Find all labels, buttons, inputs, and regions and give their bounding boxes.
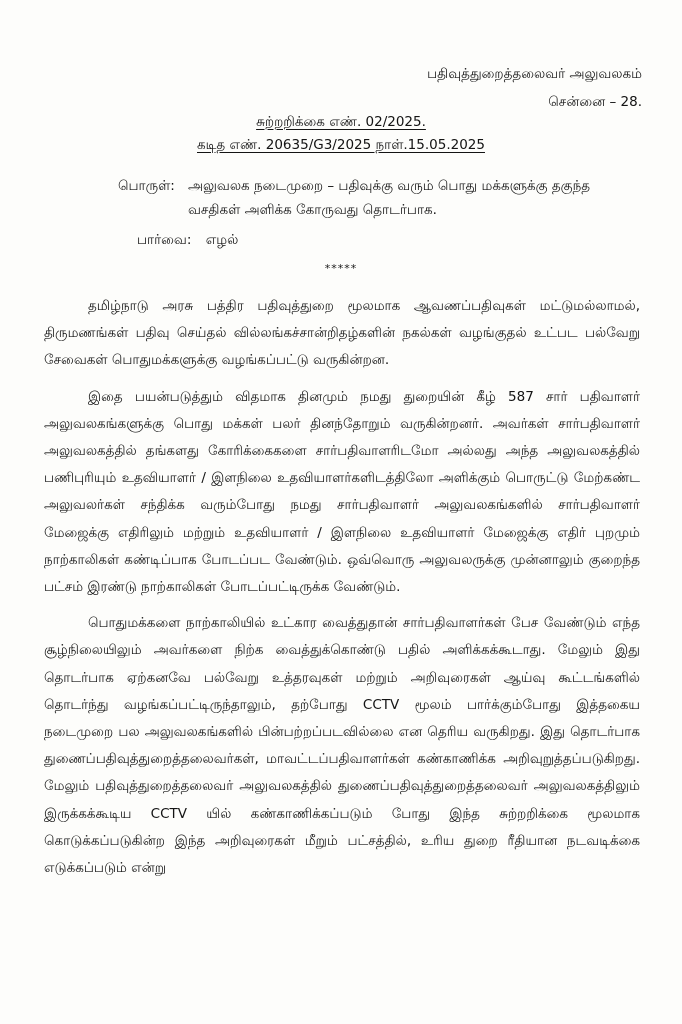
reference-label: பார்வை: bbox=[137, 232, 192, 248]
paragraph-1: தமிழ்நாடு அரசு பத்திர பதிவுத்துறை மூலமாக ஆவணப்பதிவுகள் மட்டுமல்லாமல், திருமணங்கள் பதிவு செய்தல் வில்லங்கச்சான்றிதழ்களின் நகல்கள் வழங்குதல் உட்பட பல்வேறு சேவைகள் பொதுமக்களுக்கு வழங்கப்பட்டு வருகின்றன. bbox=[44, 298, 640, 369]
office-header bbox=[427, 60, 642, 116]
subject-text: அலுவலக நடைமுறை – பதிவுக்கு வரும் பொது மக்களுக்கு தகுந்த வசதிகள் அளிக்க கோருவது தொடர்பாக. bbox=[188, 178, 591, 218]
reference-value: எழல் bbox=[205, 232, 239, 248]
circular-references bbox=[0, 111, 682, 157]
office-name: பதிவுத்துறைத்தலைவர் அலுவலகம் bbox=[427, 66, 642, 82]
subject-block bbox=[118, 174, 638, 222]
letter-number-date: கடித எண். 20635/G3/2025 நாள்.15.05.2025 bbox=[197, 137, 485, 153]
subject-label: பொருள்: bbox=[118, 178, 175, 194]
separator: ***** bbox=[324, 262, 358, 275]
office-city: சென்னை – 28. bbox=[548, 94, 642, 110]
reference-block bbox=[137, 228, 238, 252]
paragraph-2: இதை பயன்படுத்தும் விதமாக தினமும் நமது துறையின் கீழ் 587 சார் பதிவாளர் அலுவலகங்களுக்கு பொது மக்கள் பலர் தினந்தோறும் வருகின்றனர். அவர்கள் சார்பதிவாளர் அலுவலகத்தில் தங்களது கோரிக்கைகளை சார்பதிவாளரிடமோ அல்லது அந்த அலுவலகத்தில் பணிபுரியும் உதவியாளர் / இளநிலை உதவியாளர்களிடத்திலோ அளிக்கும் பொருட்டு மேற்கண்ட அலுவலர்கள் சந்திக்க வரும்போது நமது சார்பதிவாளர் அலுவலகங்களில் சார்பதிவாளர் மேஜைக்கு எதிரிலும் மற்றும் உதவியாளர் / இளநிலை உதவியாளர் மேஜைக்கு எதிர் புறமும் நாற்காலிகள் கண்டிப்பாக போடப்பட வேண்டும். ஒவ்வொரு அலுவலருக்கு முன்னாலும் குறைந்த பட்சம் இரண்டு நாற்காலிகள் போடப்பட்டிருக்க வேண்டும். bbox=[44, 388, 640, 596]
paragraph-3: பொதுமக்களை நாற்காலியில் உட்கார வைத்துதான் சார்பதிவாளர்கள் பேச வேண்டும் எந்த சூழ்நிலையிலும் அவர்களை நிற்க வைத்துக்கொண்டு பதில் அளிக்கக்கூடாது. மேலும் இது தொடர்பாக ஏற்கனவே பல்வேறு உத்தரவுகள் மற்றும் அறிவுரைகள் ஆய்வு கூட்டங்களில் தொடர்ந்து வழங்கப்பட்டிருந்தாலும், தற்போது CCTV மூலம் பார்க்கும்போது இத்தகைய நடைமுறை பல அலுவலகங்களில் பின்பற்றப்படவில்லை என தெரிய வருகிறது. இது தொடர்பாக துணைப்பதிவுத்துறைத்தலைவர்கள், மாவட்டப்பதிவாளர்கள் கண்காணிக்க அறிவுறுத்தப்படுகிறது. மேலும் பதிவுத்துறைத்தலைவர் அலுவலகத்தில் துணைப்பதிவுத்துறைத்தலைவர் அலுவலகத்திலும் இருக்கக்கூடிய CCTV யில் கண்காணிக்கப்படும் போது இந்த சுற்றறிக்கை மூலமாக கொடுக்கப்படுகின்ற இந்த அறிவுரைகள் மீறும் பட்சத்தில், உரிய துறை ரீதியான நடவடிக்கை எடுக்கப்படும் என்று bbox=[44, 615, 640, 877]
circular-number: சுற்றறிக்கை எண். 02/2025. bbox=[256, 114, 426, 130]
body-text bbox=[44, 293, 640, 891]
